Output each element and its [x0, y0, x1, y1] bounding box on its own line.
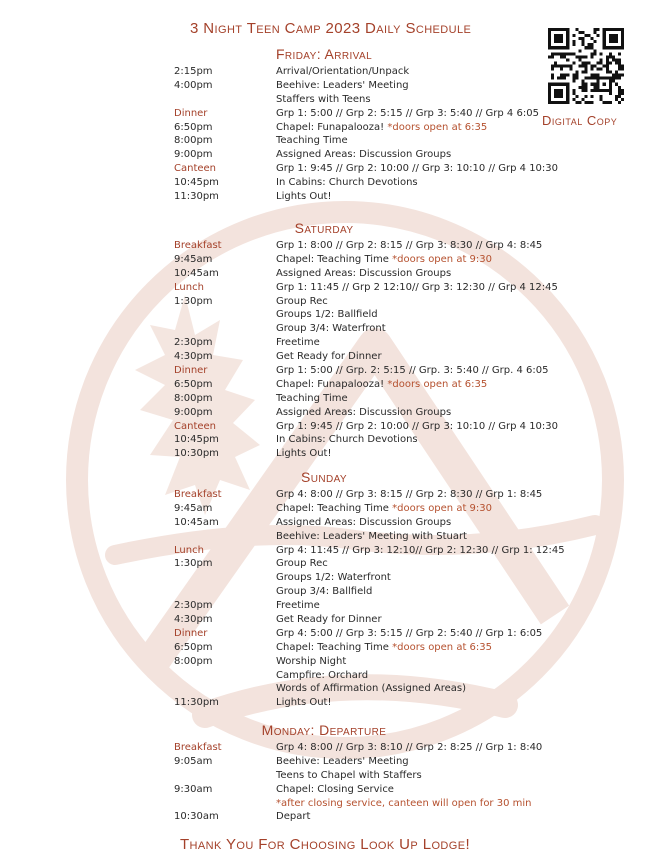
schedule-row	[174, 406, 534, 420]
activity-text: Assigned Areas: Discussion Groups	[276, 149, 452, 161]
activity-text: In Cabins: Church Devotions	[276, 177, 418, 189]
time-label: 9:45am	[174, 502, 213, 514]
time-label: 9:45am	[174, 253, 213, 265]
doors-open-note: *doors open at 6:35	[392, 641, 493, 653]
time-label	[174, 93, 276, 107]
activity-text: Grp 1: 9:45 // Grp 2: 10:00 // Grp 3: 10:10 // Grp 4 10:30	[276, 163, 559, 175]
footer-thank-you: Thank You For Choosing Look Up Lodge!	[179, 836, 471, 853]
schedule-row	[174, 308, 534, 322]
meal-label: Canteen	[174, 163, 217, 175]
time-label: 2:30pm	[174, 600, 213, 612]
activity-text: Worship Night	[276, 655, 347, 667]
activity-text: Get Ready for Dinner	[276, 614, 382, 626]
time-label: 9:30am	[174, 783, 213, 795]
activity-text: Group 3/4: Waterfront	[276, 323, 386, 335]
schedule-row	[174, 392, 534, 406]
schedule-row	[174, 571, 534, 585]
activity-text: Grp 4: 8:00 // Grp 3: 8:15 // Grp 2: 8:30 // Grp 1: 8:45	[276, 489, 543, 500]
schedule-row	[174, 447, 534, 461]
activity-text: Chapel: Funapalooza!	[276, 121, 385, 133]
activity-text: Groups 1/2: Ballfield	[276, 309, 378, 321]
schedule-row	[174, 488, 543, 502]
time-label: 1:30pm	[174, 558, 213, 570]
activity-text: Assigned Areas: Discussion Groups	[276, 516, 452, 528]
activity-text: Chapel: Teaching Time	[276, 641, 389, 653]
activity-text: Grp 1: 8:00 // Grp 2: 8:15 // Grp 3: 8:30 // Grp 4: 8:45	[276, 240, 543, 251]
time-label: 10:45pm	[174, 177, 219, 189]
activity-text: Campfire: Orchard	[276, 669, 369, 681]
schedule-row	[174, 599, 534, 613]
day-heading: Monday: Departure	[261, 722, 387, 738]
schedule-row	[174, 741, 543, 755]
schedule-row	[174, 378, 534, 392]
meal-label: Canteen	[174, 420, 217, 432]
activity-text: Group Rec	[276, 558, 328, 570]
schedule-row	[174, 557, 534, 571]
time-label	[174, 322, 276, 336]
activity-text: Beehive: Leaders' Meeting	[276, 755, 409, 767]
schedule-row	[174, 281, 558, 295]
time-label	[174, 682, 276, 696]
schedule-row	[174, 655, 534, 669]
schedule-row	[174, 516, 534, 530]
time-label: 6:50pm	[174, 121, 213, 133]
schedule-row	[174, 755, 534, 769]
schedule-row	[174, 530, 534, 544]
doors-open-note: *doors open at 6:35	[387, 121, 488, 133]
time-label: 10:45am	[174, 516, 219, 528]
activity-text: Staffers with Teens	[276, 93, 371, 105]
schedule-row	[174, 641, 534, 655]
activity-text: Teaching Time	[276, 135, 348, 147]
schedule-row	[174, 350, 534, 364]
schedule-row	[174, 769, 534, 783]
schedule-row	[174, 810, 534, 824]
activity-text: Group 3/4: Ballfield	[276, 586, 373, 598]
day-heading: Saturday	[294, 220, 354, 236]
time-label	[174, 669, 276, 683]
schedule-row	[174, 696, 534, 710]
schedule-row	[174, 148, 534, 162]
meal-label: Lunch	[174, 544, 204, 556]
schedule-row	[174, 253, 534, 267]
activity-text: Freetime	[276, 337, 320, 349]
time-label: 10:30pm	[174, 448, 219, 460]
doors-open-note: *doors open at 9:30	[392, 502, 493, 514]
schedule-row	[174, 797, 534, 811]
schedule-row	[174, 121, 534, 135]
activity-text: Beehive: Leaders' Meeting with Stuart	[276, 530, 467, 542]
day-section-saturday	[174, 218, 559, 461]
activity-text: Freetime	[276, 600, 320, 612]
time-label: 9:00pm	[174, 406, 213, 418]
time-label: 9:05am	[174, 755, 213, 767]
schedule-row	[174, 239, 543, 253]
schedule-row	[174, 682, 534, 696]
schedule-row	[174, 502, 534, 516]
time-label: 4:00pm	[174, 79, 213, 91]
activity-text: Chapel: Closing Service	[276, 783, 394, 795]
meal-label: Breakfast	[174, 240, 222, 251]
activity-text: Grp 4: 5:00 // Grp 3: 5:15 // Grp 2: 5:40 // Grp 1: 6:05	[276, 627, 543, 639]
activity-text: Chapel: Teaching Time	[276, 253, 389, 265]
schedule-row	[174, 107, 539, 121]
doors-open-note: *doors open at 9:30	[392, 253, 493, 265]
activity-text: Chapel: Teaching Time	[276, 502, 389, 514]
activity-text: Grp 1: 5:00 // Grp 2: 5:15 // Grp 3: 5:40 // Grp 4 6:05	[276, 107, 539, 119]
time-label: 2:15pm	[174, 66, 213, 77]
schedule-row	[174, 65, 534, 79]
schedule-row	[174, 79, 534, 93]
digital-copy-label: Digital Copy	[542, 113, 618, 128]
meal-label: Dinner	[174, 107, 208, 119]
time-label: 8:00pm	[174, 135, 213, 147]
qr-code[interactable]	[548, 28, 624, 104]
activity-text: Grp 1: 5:00 // Grp. 2: 5:15 // Grp. 3: 5:40 // Grp. 4 6:05	[276, 365, 549, 377]
activity-text: Teens to Chapel with Staffers	[276, 769, 422, 781]
time-label: 10:45pm	[174, 434, 219, 446]
day-section-monday	[174, 720, 543, 824]
time-label: 2:30pm	[174, 337, 213, 349]
meal-label: Dinner	[174, 627, 208, 639]
meal-label: Lunch	[174, 281, 204, 293]
schedule-row	[174, 336, 534, 350]
activity-text: Grp 1: 9:45 // Grp 2: 10:00 // Grp 3: 10:10 // Grp 4 10:30	[276, 420, 559, 432]
schedule-row	[174, 190, 534, 204]
activity-text: Depart	[276, 811, 311, 823]
activity-text: Lights Out!	[276, 191, 332, 203]
meal-label: Breakfast	[174, 489, 222, 500]
time-label: 11:30pm	[174, 191, 219, 203]
day-section-sunday	[174, 467, 565, 710]
schedule-row	[174, 433, 534, 447]
day-heading: Sunday	[300, 469, 347, 485]
time-label	[174, 797, 276, 811]
schedule-row	[174, 544, 565, 558]
page-title: 3 Night Teen Camp 2023 Daily Schedule	[190, 20, 472, 37]
activity-text: Grp 4: 11:45 // Grp 3: 12:10// Grp 2: 12:30 // Grp 1: 12:45	[276, 544, 565, 556]
time-label: 11:30pm	[174, 697, 219, 709]
activity-text: Grp 4: 8:00 // Grp 3: 8:10 // Grp 2: 8:25 // Grp 1: 8:40	[276, 742, 543, 753]
activity-text: *after closing service, canteen will open for 30 min	[276, 797, 532, 809]
schedule-row	[174, 295, 534, 309]
schedule-row	[174, 267, 534, 281]
time-label: 8:00pm	[174, 655, 213, 667]
schedule-row	[174, 176, 534, 190]
schedule-row	[174, 162, 559, 176]
schedule-row	[174, 364, 549, 378]
schedule-row	[174, 613, 534, 627]
time-label: 9:00pm	[174, 149, 213, 161]
activity-text: Get Ready for Dinner	[276, 351, 382, 363]
time-label	[174, 308, 276, 322]
time-label: 4:30pm	[174, 351, 213, 363]
activity-text: Lights Out!	[276, 697, 332, 709]
doors-open-note: *doors open at 6:35	[387, 378, 488, 390]
activity-text: Groups 1/2: Waterfront	[276, 572, 391, 584]
schedule-row	[174, 627, 543, 641]
time-label: 4:30pm	[174, 614, 213, 626]
schedule-row	[174, 134, 534, 148]
time-label: 10:45am	[174, 267, 219, 279]
time-label: 8:00pm	[174, 392, 213, 404]
time-label: 10:30am	[174, 811, 219, 823]
activity-text: Chapel: Funapalooza!	[276, 378, 385, 390]
activity-text: Lights Out!	[276, 448, 332, 460]
schedule-row	[174, 585, 534, 599]
meal-label: Breakfast	[174, 742, 222, 753]
schedule-row	[174, 322, 534, 336]
activity-text: Words of Affirmation (Assigned Areas)	[276, 683, 466, 695]
day-heading: Friday: Arrival	[275, 46, 373, 62]
meal-label: Dinner	[174, 365, 208, 377]
schedule-row	[174, 93, 534, 107]
time-label	[174, 585, 276, 599]
schedule-row	[174, 669, 534, 683]
activity-text: Grp 1: 11:45 // Grp 2 12:10// Grp 3: 12:30 // Grp 4 12:45	[276, 281, 558, 293]
activity-text: Teaching Time	[276, 392, 348, 404]
time-label	[174, 530, 276, 544]
time-label: 6:50pm	[174, 641, 213, 653]
activity-text: Assigned Areas: Discussion Groups	[276, 406, 452, 418]
activity-text: In Cabins: Church Devotions	[276, 434, 418, 446]
schedule-row	[174, 420, 559, 434]
time-label: 6:50pm	[174, 378, 213, 390]
time-label: 1:30pm	[174, 295, 213, 307]
activity-text: Arrival/Orientation/Unpack	[276, 66, 410, 77]
time-label	[174, 769, 276, 783]
activity-text: Assigned Areas: Discussion Groups	[276, 267, 452, 279]
activity-text: Beehive: Leaders' Meeting	[276, 79, 409, 91]
activity-text: Group Rec	[276, 295, 328, 307]
schedule-row	[174, 783, 534, 797]
day-section-friday	[174, 44, 559, 204]
time-label	[174, 571, 276, 585]
